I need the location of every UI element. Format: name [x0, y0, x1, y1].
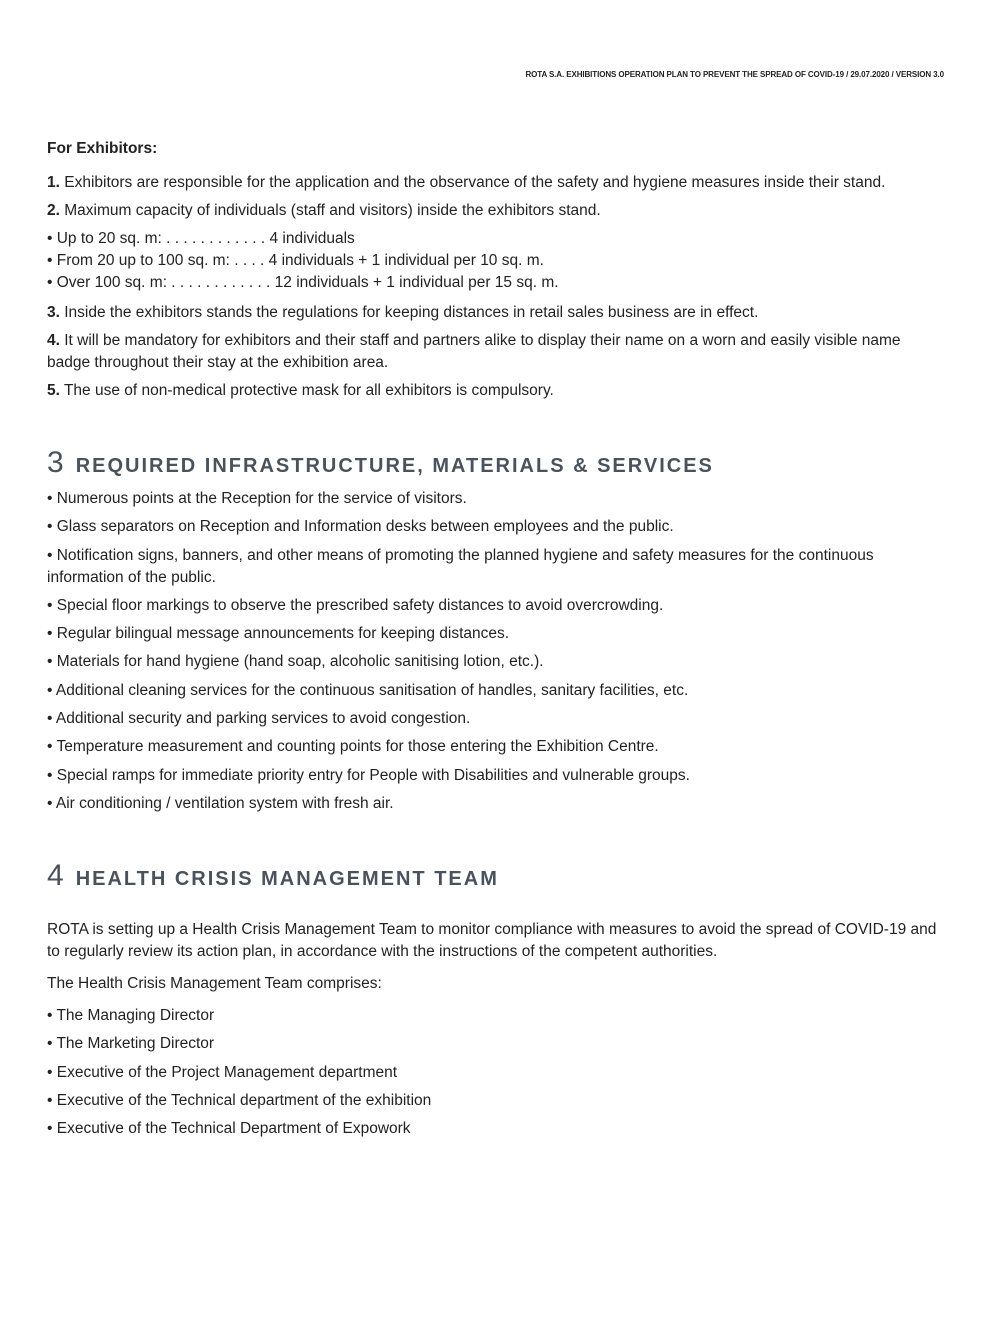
list-item: • Special ramps for immediate priority entry for People with Disabilities and vulnerable groups. — [47, 766, 690, 784]
list-item: • Additional cleaning services for the continuous sanitisation of handles, sanitary facilities, etc. — [47, 681, 689, 699]
exhibitor-rule — [47, 330, 947, 374]
section-number: 3 — [47, 446, 64, 479]
exhibitor-rule — [47, 302, 947, 324]
list-item: • The Managing Director — [47, 1006, 215, 1024]
rule-number: 1. — [47, 174, 60, 191]
list-item: • Temperature measurement and counting points for those entering the Exhibition Centre. — [47, 738, 659, 756]
section-4-heading — [47, 859, 947, 893]
document-body — [47, 138, 947, 1146]
exhibitor-rule — [47, 200, 947, 222]
section-intro: ROTA is setting up a Health Crisis Management Team to monitor compliance with measures to avoid the spread of COVID-19 and to regularly review its action plan, in accordance with the instructions of the competent authorities. — [47, 920, 937, 960]
capacity-list — [47, 228, 947, 294]
infrastructure-list — [47, 488, 947, 815]
list-item: • Glass separators on Reception and Information desks between employees and the public. — [47, 518, 674, 536]
rule-text: The use of non-medical protective mask for all exhibitors is compulsory. — [59, 382, 554, 399]
list-item: • Executive of the Project Management department — [47, 1063, 398, 1081]
rule-number: 2. — [47, 202, 60, 219]
list-item: • Numerous points at the Reception for the service of visitors. — [47, 490, 467, 507]
list-item: • Executive of the Technical Department of Expowork — [47, 1120, 411, 1138]
list-item: • The Marketing Director — [47, 1035, 215, 1053]
rule-number: 3. — [47, 304, 60, 321]
list-item: • Regular bilingual message announcements for keeping distances. — [47, 625, 510, 643]
section-4 — [47, 859, 947, 1140]
section-3-heading — [47, 446, 947, 480]
rule-number: 4. — [47, 332, 60, 349]
exhibitor-rule — [47, 172, 947, 194]
team-members-list — [47, 1005, 947, 1140]
exhibitor-rule — [47, 380, 947, 402]
list-item: • Special floor markings to observe the prescribed safety distances to avoid overcrowding. — [47, 596, 664, 614]
team-comprises: The Health Crisis Management Team comprises: — [47, 974, 382, 992]
document-header: ROTA S.A. EXHIBITIONS OPERATION PLAN TO PREVENT THE SPREAD OF COVID-19 / 29.07.2020 / VERSION 3.0 — [525, 70, 944, 79]
rule-text: Inside the exhibitors stands the regulations for keeping distances in retail sales business are in effect. — [59, 304, 759, 321]
list-item: • Executive of the Technical department of the exhibition — [47, 1091, 432, 1109]
rule-text: It will be mandatory for exhibitors and their staff and partners alike to display their name on a worn and easily visible name badge throughout their stay at the exhibition area. — [47, 332, 901, 371]
capacity-item: • From 20 up to 100 sq. m: . . . . 4 individuals + 1 individual per 10 sq. m. — [47, 252, 544, 269]
list-item: • Additional security and parking services to avoid congestion. — [47, 710, 471, 728]
capacity-item: • Over 100 sq. m: . . . . . . . . . . . . 12 individuals + 1 individual per 15 sq. m. — [47, 274, 559, 291]
rule-text: Exhibitors are responsible for the application and the observance of the safety and hygiene measures inside their stand. — [59, 174, 886, 191]
rule-number: 5. — [47, 382, 60, 399]
list-item: • Notification signs, banners, and other means of promoting the planned hygiene and safety measures for the continuous information of the public. — [47, 546, 874, 586]
rule-text: Maximum capacity of individuals (staff and visitors) inside the exhibitors stand. — [59, 202, 601, 219]
section-number: 4 — [47, 858, 64, 892]
section-title: REQUIRED INFRASTRUCTURE, MATERIALS & SERVICES — [75, 455, 714, 477]
list-item: • Air conditioning / ventilation system with fresh air. — [47, 794, 394, 812]
list-item: • Materials for hand hygiene (hand soap, alcoholic sanitising lotion, etc.). — [47, 653, 544, 671]
exhibitors-heading: For Exhibitors: — [47, 140, 158, 157]
capacity-item: • Up to 20 sq. m: . . . . . . . . . . . . 4 individuals — [47, 230, 355, 247]
section-title: HEALTH CRISIS MANAGEMENT TEAM — [75, 867, 499, 890]
